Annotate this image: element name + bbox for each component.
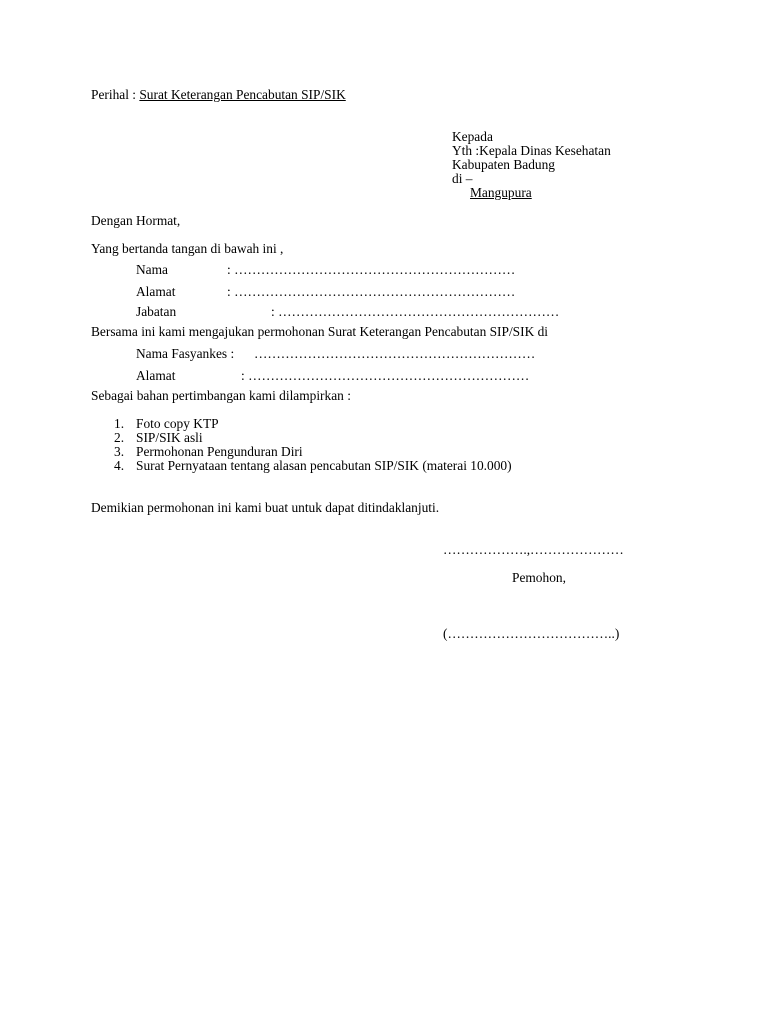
- list-item: [114, 458, 512, 473]
- subject-line: [91, 87, 346, 102]
- subject-prefix: Perihal :: [91, 87, 140, 102]
- nama-label: Nama: [136, 262, 168, 277]
- recipient-line-4: di –: [452, 171, 473, 186]
- signer-role: Pemohon,: [512, 570, 566, 585]
- subject-title: Surat Keterangan Pencabutan SIP/SIK: [139, 87, 346, 102]
- list-item-number: 2.: [114, 430, 125, 445]
- list-item: [114, 444, 303, 459]
- closing-text: Demikian permohonan ini kami buat untuk dapat ditindaklanjuti.: [91, 500, 440, 515]
- list-item: [114, 416, 219, 431]
- facility-alamat-value: : ………………………………………………………: [241, 368, 530, 383]
- intro-text: Yang bertanda tangan di bawah ini ,: [91, 241, 284, 256]
- signer-name-placeholder: (………………………………..): [443, 626, 620, 641]
- greeting: Dengan Hormat,: [91, 213, 181, 228]
- list-item-number: 4.: [114, 458, 125, 473]
- recipient-city: [470, 185, 532, 200]
- list-item-text: SIP/SIK asli: [136, 430, 203, 445]
- list-item: [114, 430, 203, 445]
- request-text: Bersama ini kami mengajukan permohonan Surat Keterangan Pencabutan SIP/SIK di: [91, 324, 549, 339]
- place-date: ……………….,…………………: [443, 542, 624, 557]
- nama-value: : ………………………………………………………: [227, 262, 516, 277]
- list-item-text: Permohonan Pengunduran Diri: [136, 444, 303, 459]
- recipient-line-1: Kepada: [452, 129, 493, 144]
- fasyankes-value: ………………………………………………………: [254, 346, 536, 361]
- recipient-line-3: Kabupaten Badung: [452, 157, 556, 172]
- recipient-city-text: Mangupura: [470, 185, 532, 200]
- recipient-line-2: Yth :Kepala Dinas Kesehatan: [452, 143, 611, 158]
- list-item-number: 3.: [114, 444, 125, 459]
- attachments-intro: Sebagai bahan pertimbangan kami dilampirkan :: [91, 388, 351, 403]
- list-item-text: Surat Pernyataan tentang alasan pencabutan SIP/SIK (materai 10.000): [136, 458, 512, 473]
- alamat-value: : ………………………………………………………: [227, 284, 516, 299]
- facility-alamat-label: Alamat: [136, 368, 176, 383]
- list-item-text: Foto copy KTP: [136, 416, 219, 431]
- jabatan-label: Jabatan: [136, 304, 177, 319]
- alamat-label: Alamat: [136, 284, 176, 299]
- fasyankes-label: Nama Fasyankes :: [136, 346, 235, 361]
- list-item-number: 1.: [114, 416, 125, 431]
- jabatan-value: : ………………………………………………………: [271, 304, 560, 319]
